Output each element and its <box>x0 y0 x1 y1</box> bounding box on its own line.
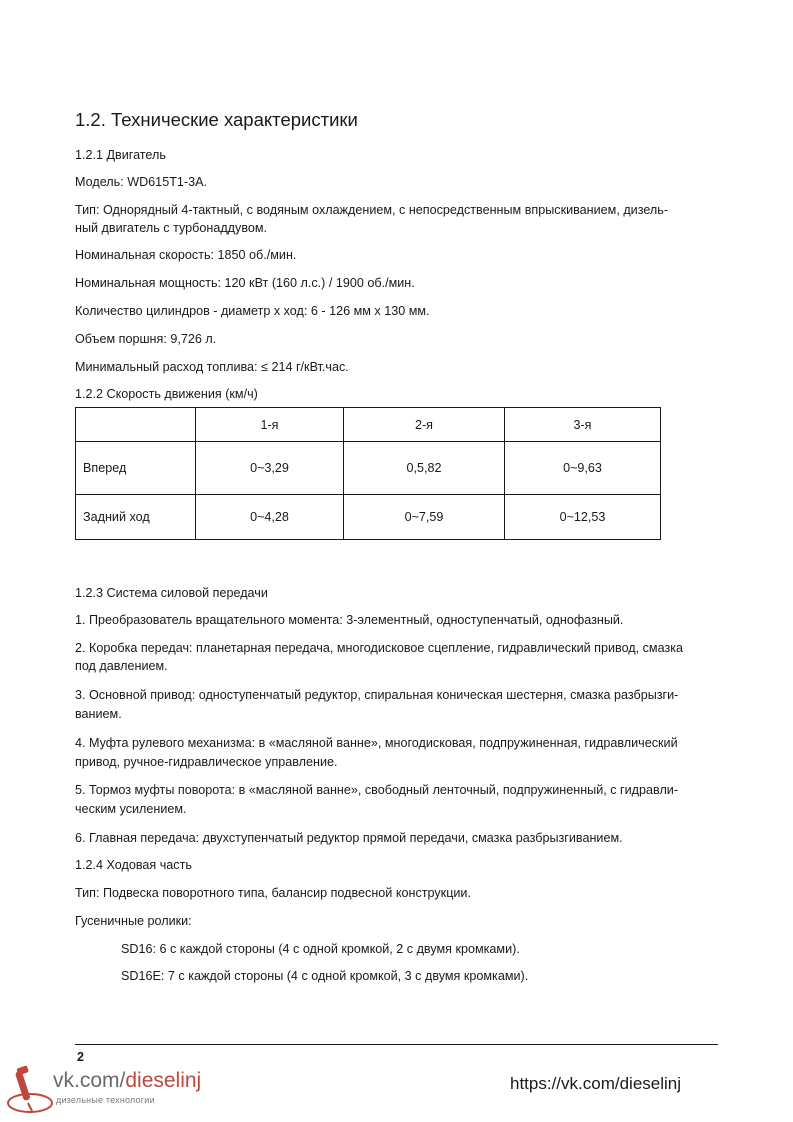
page-number: 2 <box>77 1050 85 1064</box>
section-heading: 1.2. Технические характеристики <box>75 109 358 130</box>
footer-url: https://vk.com/dieselinj <box>510 1074 682 1093</box>
undercarriage-sd16e: SD16E: 7 с каждой стороны (4 с одной кромкой, 3 с двумя кромками). <box>121 969 529 983</box>
table-header-cell <box>76 408 196 442</box>
transmission-item-5-line1: 5. Тормоз муфты поворота: в «масляной ванне», свободный ленточный, подпружиненный, с гидравли- <box>75 783 679 797</box>
engine-rated-power: Номинальная мощность: 120 кВт (160 л.с.) / 1900 об./мин. <box>75 276 415 290</box>
transmission-item-5-line2: ческим усилением. <box>75 802 187 816</box>
undercarriage-sd16: SD16: 6 с каждой стороны (4 с одной кромкой, 2 с двумя кромками). <box>121 942 520 956</box>
table-row <box>76 442 661 495</box>
transmission-title: 1.2.3 Система силовой передачи <box>75 586 268 600</box>
dieselinj-logo <box>6 1065 206 1117</box>
table-row <box>76 495 661 540</box>
transmission-item-1: 1. Преобразователь вращательного момента: 3-элементный, одноступенчатый, однофазный. <box>75 613 624 627</box>
transmission-item-3-line1: 3. Основной привод: одноступенчатый редуктор, спиральная коническая шестерня, смазка разбрызги- <box>75 688 679 702</box>
table-cell: 0~12,53 <box>505 495 661 540</box>
transmission-item-3-line2: ванием. <box>75 707 122 721</box>
transmission-item-4-line2: привод, ручное-гидравлическое управление. <box>75 755 338 769</box>
undercarriage-rollers: Гусеничные ролики: <box>75 914 192 928</box>
transmission-item-6: 6. Главная передача: двухступенчатый редуктор прямой передачи, смазка разбрызгиванием. <box>75 831 623 845</box>
transmission-item-2-line1: 2. Коробка передач: планетарная передача, многодисковое сцепление, гидравлический привод, смазка <box>75 641 684 655</box>
speed-title: 1.2.2 Скорость движения (км/ч) <box>75 387 258 401</box>
engine-type-line1: Тип: Однорядный 4-тактный, с водяным охлаждением, с непосредственным впрыскиванием, дизель- <box>75 203 669 217</box>
logo-text <box>53 1068 201 1094</box>
table-cell: 0,5,82 <box>344 442 505 495</box>
engine-title: 1.2.1 Двигатель <box>75 148 166 162</box>
table-cell: 0~4,28 <box>196 495 344 540</box>
engine-cylinders: Количество цилиндров - диаметр х ход: 6 - 126 мм х 130 мм. <box>75 304 430 318</box>
undercarriage-type: Тип: Подвеска поворотного типа, балансир подвесной конструкции. <box>75 886 471 900</box>
logo-subtitle: дизельные технологии <box>56 1095 155 1105</box>
transmission-item-4-line1: 4. Муфта рулевого механизма: в «масляной ванне», многодисковая, подпружиненная, гидравлический <box>75 736 678 750</box>
table-row-label: Задний ход <box>76 495 196 540</box>
undercarriage-title: 1.2.4 Ходовая часть <box>75 858 192 872</box>
table-header-cell: 2-я <box>344 408 505 442</box>
engine-model: Модель: WD615T1-3A. <box>75 175 207 189</box>
speed-table <box>75 407 661 540</box>
engine-displacement: Объем поршня: 9,726 л. <box>75 332 217 346</box>
logo-accent: dieselinj <box>125 1069 202 1092</box>
injector-icon <box>6 1065 54 1117</box>
table-row-label: Вперед <box>76 442 196 495</box>
footer-divider <box>75 1044 718 1045</box>
engine-type-line2: ный двигатель с турбонаддувом. <box>75 221 268 235</box>
table-cell: 0~3,29 <box>196 442 344 495</box>
table-header-row <box>76 408 661 442</box>
logo-prefix: vk.com/ <box>53 1069 126 1092</box>
engine-rated-speed: Номинальная скорость: 1850 об./мин. <box>75 248 297 262</box>
engine-fuel: Минимальный расход топлива: ≤ 214 г/кВт.час. <box>75 360 349 374</box>
table-cell: 0~9,63 <box>505 442 661 495</box>
table-header-cell: 1-я <box>196 408 344 442</box>
table-cell: 0~7,59 <box>344 495 505 540</box>
table-header-cell: 3-я <box>505 408 661 442</box>
transmission-item-2-line2: под давлением. <box>75 659 168 673</box>
